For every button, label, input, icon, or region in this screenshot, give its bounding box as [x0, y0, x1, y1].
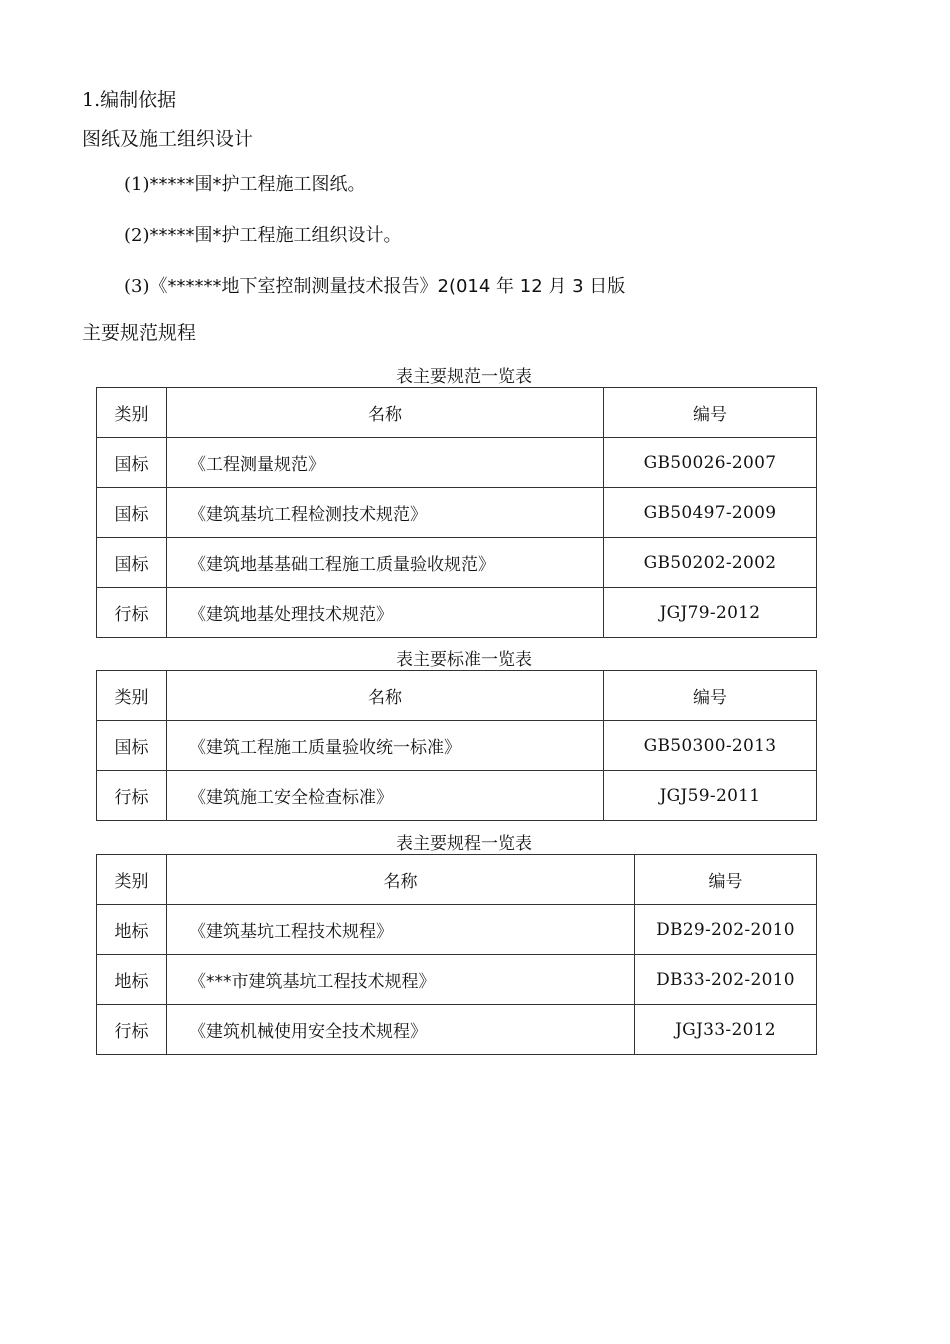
header-category: 类别 — [97, 671, 167, 721]
list-item-number: (2) — [124, 225, 150, 246]
table-row — [97, 438, 817, 488]
table-row — [97, 488, 817, 538]
code-cell: DB33-202-2010 — [635, 955, 817, 1005]
category-cell: 行标 — [97, 588, 167, 638]
category-cell: 国标 — [97, 488, 167, 538]
header-category: 类别 — [97, 388, 167, 438]
category-cell: 行标 — [97, 1005, 167, 1055]
table-row — [97, 721, 817, 771]
header-code: 编号 — [604, 388, 817, 438]
name-cell: 《建筑基坑工程技术规程》 — [167, 905, 635, 955]
list-item-3 — [124, 275, 625, 299]
category-cell: 国标 — [97, 438, 167, 488]
table-header-row — [97, 671, 817, 721]
name-cell: 《建筑地基基础工程施工质量验收规范》 — [167, 538, 604, 588]
header-name: 名称 — [167, 671, 604, 721]
name-cell: 《***市建筑基坑工程技术规程》 — [167, 955, 635, 1005]
code-cell: JGJ59-2011 — [604, 771, 817, 821]
list-item-text: 《******地下室控制测量技术报告》2(014 年 12 月 3 日版 — [149, 276, 626, 297]
category-cell: 国标 — [97, 538, 167, 588]
table-row — [97, 1005, 817, 1055]
list-item-text: *****围*护工程施工图纸。 — [149, 174, 366, 195]
code-cell: GB50026-2007 — [604, 438, 817, 488]
header-name: 名称 — [167, 388, 604, 438]
category-cell: 地标 — [97, 905, 167, 955]
list-item-text: *****围*护工程施工组织设计。 — [149, 225, 402, 246]
code-cell: DB29-202-2010 — [635, 905, 817, 955]
subsection-specs: 主要规范规程 — [82, 322, 197, 344]
category-cell: 地标 — [97, 955, 167, 1005]
table-caption-specs: 表主要规范一览表 — [396, 367, 532, 387]
name-cell: 《建筑机械使用安全技术规程》 — [167, 1005, 635, 1055]
header-name: 名称 — [167, 855, 635, 905]
section-title: 1.编制依据 — [82, 89, 177, 111]
table-caption-standards: 表主要标准一览表 — [396, 650, 532, 670]
table-row — [97, 905, 817, 955]
standards-table — [96, 670, 817, 821]
list-item-2 — [124, 224, 402, 248]
code-cell: GB50497-2009 — [604, 488, 817, 538]
code-cell: JGJ79-2012 — [604, 588, 817, 638]
name-cell: 《建筑工程施工质量验收统一标准》 — [167, 721, 604, 771]
header-code: 编号 — [604, 671, 817, 721]
procedures-table — [96, 854, 817, 1055]
name-cell: 《建筑地基处理技术规范》 — [167, 588, 604, 638]
header-category: 类别 — [97, 855, 167, 905]
table-row — [97, 771, 817, 821]
category-cell: 国标 — [97, 721, 167, 771]
table-row — [97, 588, 817, 638]
list-item-number: (3) — [124, 276, 150, 297]
code-cell: GB50202-2002 — [604, 538, 817, 588]
table-row — [97, 955, 817, 1005]
subsection-drawings: 图纸及施工组织设计 — [82, 128, 254, 150]
table-header-row — [97, 855, 817, 905]
name-cell: 《工程测量规范》 — [167, 438, 604, 488]
list-item-1 — [124, 173, 366, 197]
table-header-row — [97, 388, 817, 438]
code-cell: JGJ33-2012 — [635, 1005, 817, 1055]
header-code: 编号 — [635, 855, 817, 905]
table-caption-procedures: 表主要规程一览表 — [396, 834, 532, 854]
table-row — [97, 538, 817, 588]
name-cell: 《建筑基坑工程检测技术规范》 — [167, 488, 604, 538]
code-cell: GB50300-2013 — [604, 721, 817, 771]
category-cell: 行标 — [97, 771, 167, 821]
name-cell: 《建筑施工安全检查标准》 — [167, 771, 604, 821]
list-item-number: (1) — [124, 174, 150, 195]
specs-table — [96, 387, 817, 638]
